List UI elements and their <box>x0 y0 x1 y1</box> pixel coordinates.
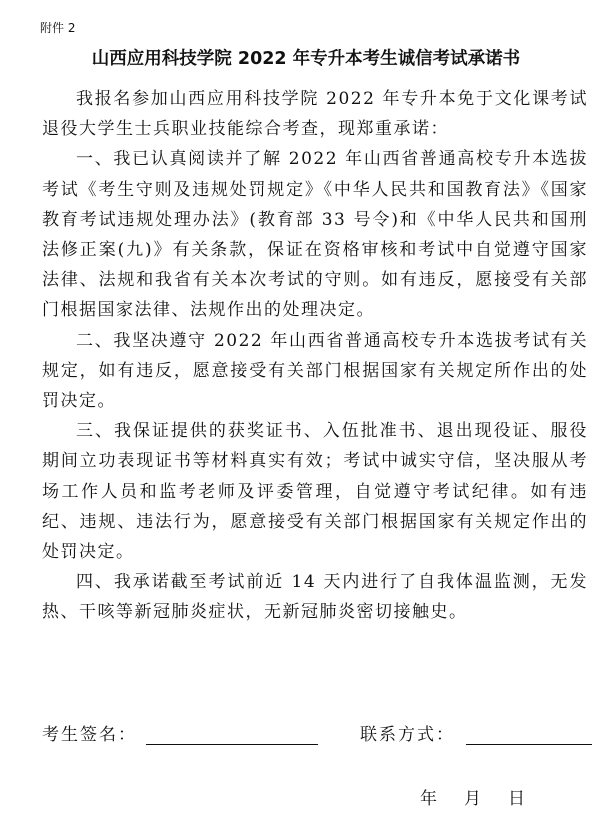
date-row <box>420 786 525 812</box>
signature-contact-label: 联系方式： <box>360 725 455 745</box>
signature-name-label: 考生签名： <box>42 725 137 745</box>
signature-name-field[interactable] <box>146 744 318 745</box>
date-day-label: 日 <box>508 789 525 809</box>
document-title: 山西应用科技学院 2022 年专升本考生诚信考试承诺书 <box>91 49 521 69</box>
attachment-label: 附件 2 <box>40 21 76 35</box>
pledge-paragraph-4: 四、我承诺截至考试前近 14 天内进行了自我体温监测，无发热、干咳等新冠肺炎症状，无新冠肺炎密切接触史。 <box>42 572 588 623</box>
date-month-label: 月 <box>464 789 481 809</box>
intro-paragraph: 我报名参加山西应用科技学院 2022 年专升本免于文化课考试退役大学生士兵职业技能综合考查，现郑重承诺： <box>42 89 588 140</box>
pledge-paragraph-1: 一、我已认真阅读并了解 2022 年山西省普通高校专升本选拔考试《考生守则及违规处罚规定》《中华人民共和国教育法》《国家教育考试违规处理办法》(教育部 33 号令)和《中华人民共和国刑法修正案(九)》有关条款，保证在资格审核和考试中自觉遵守国家法律、法规和我省有关本次考试的守则。如有违反，愿接受有关部门根据国家法律、法规作出的处理决定。 <box>42 149 588 321</box>
document-body <box>42 84 588 628</box>
date-year-label: 年 <box>420 789 437 809</box>
pledge-paragraph-2: 二、我坚决遵守 2022 年山西省普通高校专升本选拔考试有关规定，如有违反，愿意接受有关部门根据国家有关规定所作出的处罚决定。 <box>42 330 588 412</box>
pledge-paragraph-3: 三、我保证提供的获奖证书、入伍批准书、退出现役证、服役期间立功表现证书等材料真实有效；考试中诚实守信，坚决服从考场工作人员和监考老师及评委管理，自觉遵守考试纪律。如有违纪、违规、违法行为，愿意接受有关部门根据国家有关规定作出的处罚决定。 <box>42 421 588 563</box>
signature-contact-field[interactable] <box>466 744 592 745</box>
signature-row <box>42 722 594 752</box>
